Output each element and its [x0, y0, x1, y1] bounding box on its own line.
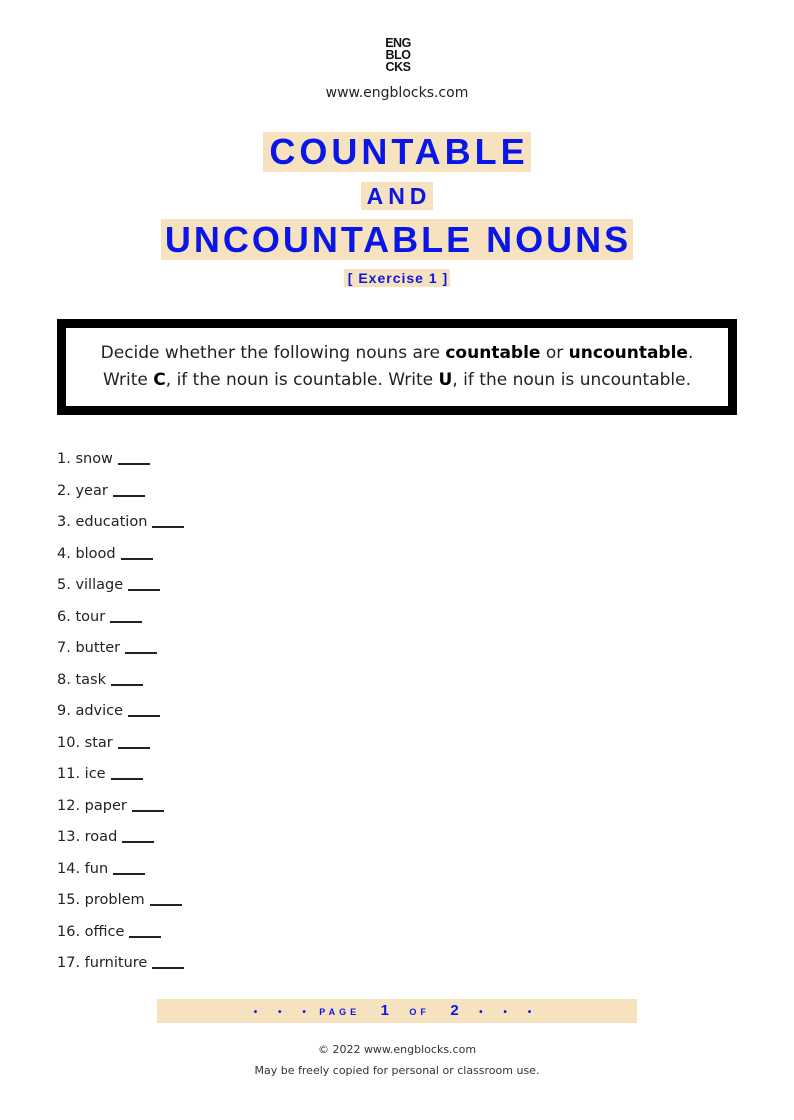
- pagination-current: 1: [380, 1002, 389, 1019]
- list-item: [57, 514, 184, 546]
- instr-text: , if the noun is countable. Write: [165, 370, 439, 390]
- answer-blank[interactable]: [125, 652, 157, 654]
- answer-blank[interactable]: [111, 778, 143, 780]
- answer-blank[interactable]: [129, 936, 161, 938]
- item-text: 6. tour: [57, 608, 106, 625]
- title-line-2-container: [0, 182, 794, 210]
- instructions-box: [57, 319, 737, 415]
- item-text: 14. fun: [57, 860, 109, 877]
- pagination-of-label: OF: [409, 1007, 430, 1017]
- site-url: www.engblocks.com: [325, 85, 469, 101]
- footer-copyright: © 2022 www.engblocks.com: [317, 1043, 477, 1056]
- item-text: 13. road: [57, 829, 118, 845]
- item-text: 5. village: [57, 577, 124, 593]
- list-item: [57, 577, 184, 609]
- pagination-total: 2: [450, 1002, 459, 1019]
- list-item: [57, 829, 184, 861]
- instr-bold-countable: countable: [445, 343, 541, 363]
- instr-bold-u: U: [438, 370, 453, 390]
- title-line-1-container: [0, 132, 794, 172]
- instr-text: or: [540, 343, 569, 363]
- pagination-dots-right: • • •: [479, 1007, 541, 1018]
- list-item: [57, 451, 184, 483]
- item-text: 8. task: [57, 671, 106, 688]
- list-item: [57, 546, 184, 578]
- list-item: [57, 798, 184, 830]
- answer-blank[interactable]: [152, 967, 184, 969]
- item-text: 15. problem: [57, 892, 145, 908]
- item-text: 9. advice: [57, 703, 124, 719]
- list-item: [57, 861, 184, 893]
- answer-blank[interactable]: [150, 904, 182, 906]
- list-item: [57, 609, 184, 641]
- instr-bold-c: C: [153, 370, 166, 390]
- logo-line: ENG: [385, 36, 411, 50]
- pagination-dots-left: • • •: [253, 1007, 315, 1018]
- instructions-line-2: [66, 367, 728, 394]
- answer-blank[interactable]: [128, 715, 160, 717]
- title-countable: COUNTABLE: [263, 132, 530, 172]
- footer-license: May be freely copied for personal or classroom use.: [254, 1064, 540, 1077]
- item-text: 7. butter: [57, 640, 121, 656]
- list-item: [57, 955, 184, 987]
- list-item: [57, 483, 184, 515]
- list-item: [57, 735, 184, 767]
- pagination-page-label: PAGE: [319, 1007, 361, 1017]
- instr-text: , if the noun is uncountable.: [452, 370, 691, 390]
- answer-blank[interactable]: [128, 589, 160, 591]
- item-text: 4. blood: [57, 545, 116, 562]
- item-text: 11. ice: [57, 766, 106, 782]
- instr-text: Decide whether the following nouns are: [100, 343, 446, 363]
- list-item: [57, 640, 184, 672]
- answer-blank[interactable]: [118, 463, 150, 465]
- instructions-line-1: [66, 340, 728, 367]
- exercise-list: [57, 451, 184, 987]
- item-text: 12. paper: [57, 797, 127, 814]
- engblocks-logo: [381, 37, 415, 73]
- pagination-bar: [157, 999, 637, 1023]
- item-text: 10. star: [57, 734, 113, 751]
- list-item: [57, 672, 184, 704]
- item-text: 1. snow: [57, 451, 113, 467]
- logo-line: CKS: [385, 60, 411, 74]
- answer-blank[interactable]: [118, 747, 150, 749]
- answer-blank[interactable]: [121, 558, 153, 560]
- answer-blank[interactable]: [122, 841, 154, 843]
- item-text: 16. office: [57, 923, 125, 940]
- list-item: [57, 924, 184, 956]
- title-and: AND: [361, 182, 434, 210]
- logo-line: BLO: [385, 48, 411, 62]
- item-text: 3. education: [57, 514, 148, 530]
- title-line-3-container: [0, 219, 794, 260]
- answer-blank[interactable]: [110, 621, 142, 623]
- answer-blank[interactable]: [113, 495, 145, 497]
- item-text: 17. furniture: [57, 955, 148, 971]
- instr-bold-uncountable: uncountable: [568, 343, 688, 363]
- list-item: [57, 766, 184, 798]
- list-item: [57, 892, 184, 924]
- exercise-label: [ Exercise 1 ]: [344, 269, 450, 287]
- list-item: [57, 703, 184, 735]
- answer-blank[interactable]: [111, 684, 143, 686]
- title-uncountable-nouns: UNCOUNTABLE NOUNS: [161, 219, 633, 260]
- item-text: 2. year: [57, 482, 108, 499]
- exercise-label-container: [0, 268, 794, 287]
- answer-blank[interactable]: [113, 873, 145, 875]
- answer-blank[interactable]: [132, 810, 164, 812]
- answer-blank[interactable]: [152, 526, 184, 528]
- instr-text: Write: [102, 370, 154, 390]
- instr-text: .: [687, 343, 694, 363]
